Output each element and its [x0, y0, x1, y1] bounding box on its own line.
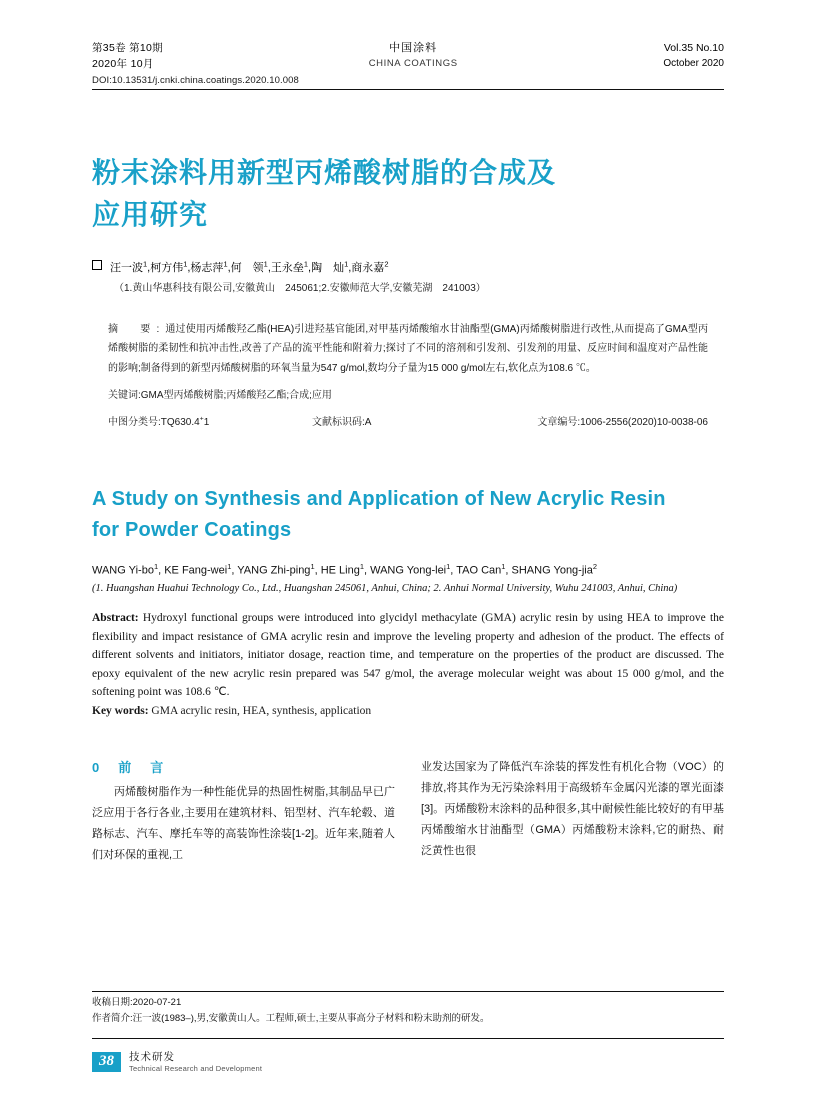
bullet-square-icon	[92, 260, 102, 270]
issue-date-en: October 2020	[663, 58, 724, 70]
journal-name-cn: 中国涂料	[389, 42, 438, 54]
header-right	[663, 40, 724, 72]
authors-cn	[92, 258, 724, 279]
page-title-cn	[92, 152, 724, 236]
clc-number: 中图分类号:TQ630.4+1	[108, 416, 210, 429]
header-divider	[92, 89, 724, 90]
footer-divider	[92, 1038, 724, 1039]
footer-section-en: Technical Research and Development	[129, 1063, 263, 1073]
header-center	[369, 40, 458, 72]
paragraph-right: 业发达国家为了降低汽车涂装的挥发性有机化合物（VOC）的排放,将其作为无污染涂料用于高级轿车金属闪光漆的罩光面漆[3]。丙烯酸粉末涂料的品种很多,其中耐候性能比较好的有甲基丙烯酸缩水甘油酯型（GMA）丙烯酸粉末涂料,它的耐热、耐泛黄性也很	[421, 761, 724, 858]
column-right	[421, 757, 724, 866]
header-left	[92, 40, 163, 73]
title-en-line2: for Powder Coatings	[92, 519, 292, 542]
title-cn-line2: 应用研究	[92, 198, 209, 230]
issue-date-cn: 2020年 10月	[92, 58, 154, 71]
page-number: 38	[92, 1052, 121, 1072]
title-cn-line1: 粉末涂料用新型丙烯酸树脂的合成及	[92, 156, 557, 188]
classification-row	[92, 413, 724, 428]
page-footer	[92, 1051, 262, 1074]
received-date: 收稿日期:2020-07-21	[92, 991, 724, 1011]
abstract-en-text: Hydroxyl functional groups were introduced into glycidyl methacylate (GMA) acrylic resin by using HEA to improve the flexibility and impact resistance of GMA acrylic resin and improve the leveling property and adhesion of the product. The effects of different solvents and initiators, initiator dosage, reaction time, and temperature on the properties of the product are discussed. The epoxy equivalent of the new acrylic resin prepared was 547 g/mol, the average molecular weight was about 15 000 g/mol, and the softening point was 108.6 ℃.	[92, 611, 724, 699]
keywords-en-text: GMA acrylic resin, HEA, synthesis, application	[148, 705, 372, 718]
footnotes	[92, 991, 724, 1027]
keywords-en-label: Key words:	[92, 705, 149, 718]
abstract-cn-paragraph	[108, 320, 708, 379]
abstract-en	[92, 609, 724, 702]
doi-text: DOI:10.13531/j.cnki.china.coatings.2020.10.008	[92, 74, 299, 86]
title-en-line1: A Study on Synthesis and Application of New Acrylic Resin	[92, 488, 666, 511]
keywords-en	[92, 705, 724, 717]
article-id: 文章编号:1006-2556(2020)10-0038-06	[537, 417, 708, 429]
paragraph-left: 丙烯酸树脂作为一种性能优异的热固性树脂,其制品早已广泛应用于各行各业,主要用在建筑材料、铝型材、汽车轮毂、道路标志、汽车、摩托车等的高装饰性涂装[1-2]。近年来,随着人们对环保的重视,工	[92, 786, 395, 862]
page-title-en	[92, 484, 724, 546]
section-heading: 0 前 言	[92, 760, 167, 776]
abstract-cn-text: 通过使用丙烯酸羟乙酯(HEA)引进羟基官能团,对甲基丙烯酸缩水甘油酯型(GMA)丙烯酸树脂进行改性,从而提高了GMA型丙烯酸树脂的柔韧性和抗冲击性,改善了产品的流平性能和附着力;探讨了不同的溶剂和引发剂、引发剂的用量、反应时间和温度对产品性能的影响;制备得到的新型丙烯酸树脂的环氧当量为547 g/mol,数均分子量为15 000 g/mol左右,软化点为108.6 ℃。	[108, 323, 708, 374]
column-left	[92, 757, 395, 866]
volume-issue: 第35卷 第10期	[92, 42, 163, 54]
affiliation-en: (1. Huangshan Huahui Technology Co., Ltd., Huangshan 245061, Anhui, China; 2. Anhui Normal University, Wuhu 241003, Anhui, China)	[92, 583, 678, 595]
abstract-cn	[92, 320, 724, 379]
author-bio: 作者简介:汪一波(1983–),男,安徽黄山人。工程师,硕士,主要从事高分子材料和粉末助剂的研发。	[92, 1012, 490, 1024]
authors-en: WANG $Yi-bo^1$, KE Fang-wei$^1$, YANG Zhi-ping$^1$, HE Ling$^1$, WANG Yong-lei$^1$, TAO Can$^1$, SHANG Yong-jia$^2$	[92, 562, 597, 578]
abstract-en-label: Abstract:	[92, 611, 139, 624]
volume-issue-en: Vol.35 No.10	[663, 42, 724, 54]
abstract-cn-label: 摘 要:	[108, 323, 166, 335]
affiliation-cn: （1.黄山华惠科技有限公司,安徽黄山 245061;2.安徽师范大学,安徽芜湖 241003）	[114, 282, 486, 294]
journal-header	[92, 0, 724, 73]
body-columns	[92, 757, 724, 866]
body-text-right	[421, 757, 724, 863]
body-text-left	[92, 782, 395, 866]
footer-section-cn: 技术研发	[129, 1050, 175, 1063]
keywords-cn: 关键词:GMA型丙烯酸树脂;丙烯酸羟乙酯;合成;应用	[108, 390, 332, 402]
footer-section	[129, 1051, 262, 1074]
document-code: 文献标识码:A	[312, 417, 372, 429]
journal-name-en: CHINA COATINGS	[368, 58, 458, 70]
authors-cn-text: 汪一波$^1$,柯方伟$^1$,杨志萍$^1$,何 领$^1$,王永垒$^1$,陶 灿$^1$,商永嘉$^2$	[110, 259, 389, 275]
